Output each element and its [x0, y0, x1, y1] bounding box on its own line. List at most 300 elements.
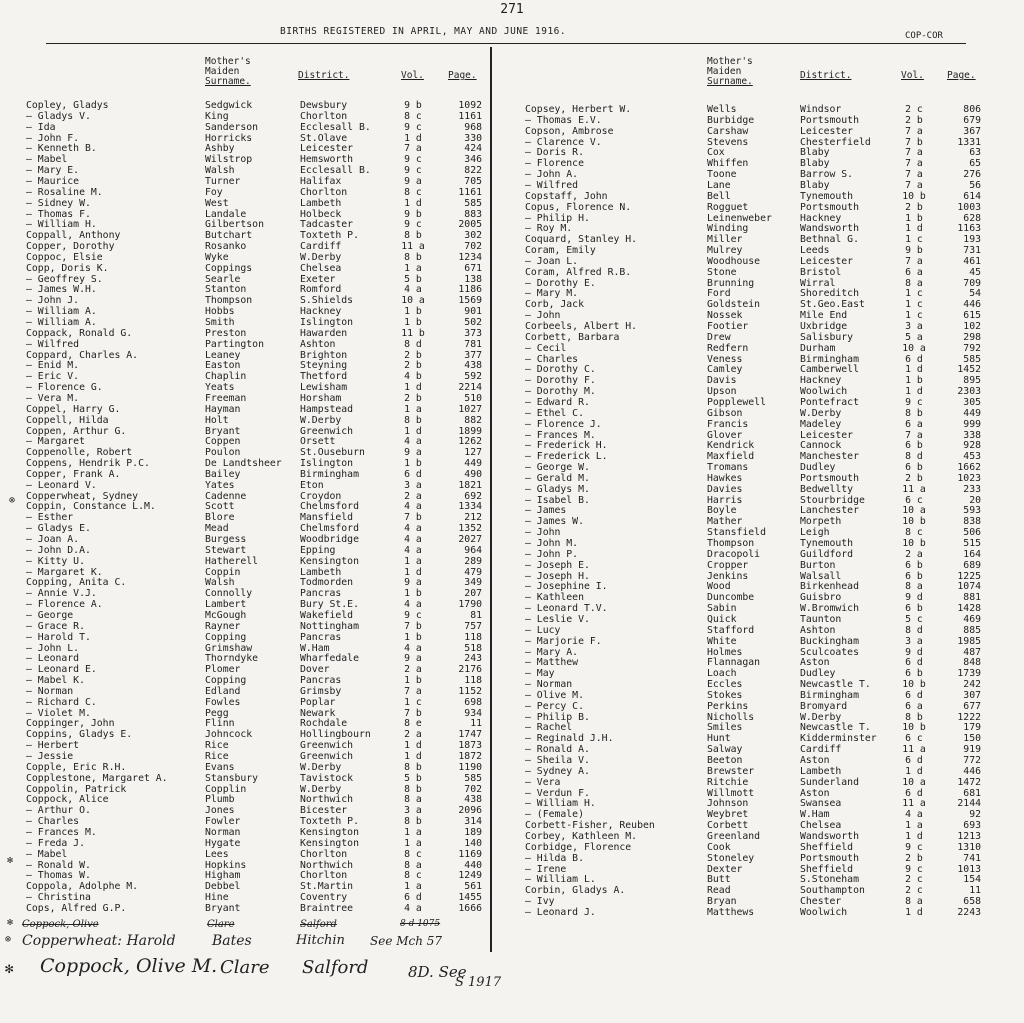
entry-mother: Brunning: [707, 277, 755, 289]
entry-name: Copus, Florence N.: [525, 201, 632, 213]
entry-page: 1899: [458, 425, 482, 437]
entry-name: — Mabel: [26, 154, 68, 166]
entry-page: 705: [464, 175, 482, 187]
entry-vol: 9 a: [404, 653, 422, 665]
entry-name: — Ethel C.: [525, 407, 584, 419]
entry-page: 1331: [957, 136, 981, 148]
entry-page: 593: [963, 505, 981, 517]
entry-district: Halifax: [300, 175, 342, 187]
entry-vol: 6 a: [905, 418, 923, 430]
entry-vol: 11 a: [401, 241, 425, 253]
entry-mother: Footier: [707, 321, 749, 332]
entry-page: 2027: [458, 534, 482, 545]
entry-name: Copple, Eric R.H.: [26, 761, 127, 773]
entry-vol: 2 c: [905, 874, 923, 886]
entry-page: 515: [963, 538, 981, 549]
entry-vol: 1 b: [404, 317, 422, 328]
entry-mother: Plumb: [205, 794, 235, 806]
entry-mother: Scott: [205, 501, 235, 513]
entry-name: — Isabel B.: [525, 494, 590, 506]
entry-vol: 5 c: [905, 613, 923, 625]
entry-mother: Matthews: [707, 906, 755, 918]
entry-vol: 7 b: [404, 512, 422, 524]
entry-name: — James: [525, 505, 567, 517]
entry-name: Coppins, Gladys E.: [26, 729, 133, 741]
entry-vol: 9 c: [905, 396, 923, 408]
entry-page: 671: [464, 262, 482, 274]
entry-name: Coram, Alfred R.B.: [525, 266, 632, 278]
range-code: COP-COR: [905, 31, 943, 41]
entry-vol: 9 d: [905, 646, 923, 658]
entry-mother: Stanton: [205, 284, 247, 296]
entry-page: 1092: [458, 100, 482, 111]
entry-vol: 8 b: [404, 761, 422, 773]
entry-district: Ashton: [800, 624, 836, 636]
entry-mother: Carshaw: [707, 125, 749, 137]
entry-page: 518: [464, 642, 482, 654]
entry-vol: 4 a: [404, 642, 422, 654]
entry-mother: Burgess: [205, 534, 247, 545]
entry-name: — Reginald J.H.: [525, 733, 614, 745]
entry-page: 189: [464, 826, 482, 838]
entry-mother: Easton: [205, 360, 241, 372]
entry-name: — May: [525, 668, 555, 680]
entry-name: — Hilda B.: [525, 852, 584, 864]
entry-district: Cardiff: [300, 241, 342, 253]
entry-page: 424: [464, 143, 482, 155]
entry-page: 1161: [458, 110, 482, 122]
entry-district: Northwich: [300, 859, 354, 871]
entry-mother: Flinn: [205, 718, 235, 730]
entry-mother: Fowles: [205, 696, 241, 708]
entry-name: — Mabel: [26, 848, 68, 860]
entry-name: Coppinger, John: [26, 718, 115, 730]
entry-page: 585: [963, 353, 981, 365]
entry-page: 1003: [957, 201, 981, 213]
entry-mother: Beeton: [707, 755, 743, 766]
header-maiden-line2: Maiden: [205, 66, 240, 77]
entry-page: 449: [464, 458, 482, 470]
entry-vol: 1 d: [404, 197, 422, 209]
entry-name: — Ivy: [525, 896, 555, 908]
entry-name: — Clarence V.: [525, 136, 602, 148]
entry-page: 881: [963, 592, 981, 604]
entry-vol: 10 a: [401, 295, 425, 307]
entry-district: W.Derby: [300, 761, 342, 773]
entry-mother: Lane: [707, 179, 731, 191]
entry-vol: 2 a: [404, 490, 422, 502]
entry-mother: Ritchie: [707, 776, 749, 788]
entry-district: Birmingham: [800, 353, 859, 365]
entry-name: — John: [525, 310, 561, 322]
hw1-district: Salford: [300, 919, 337, 930]
entry-mother: Kendrick: [707, 440, 755, 452]
entry-name: Coppard, Charles A.: [26, 349, 139, 361]
entry-mother: Read: [707, 885, 731, 897]
entry-mother: Bryan: [707, 896, 737, 908]
entry-name: — Joan A.: [26, 534, 80, 545]
entry-mother: Stoneley: [707, 852, 755, 864]
entry-page: 65: [969, 158, 981, 170]
entry-vol: 1 d: [905, 364, 923, 376]
entry-page: 487: [963, 646, 981, 658]
entry-page: 2243: [957, 906, 981, 918]
entry-mother: Quick: [707, 613, 737, 625]
entry-district: Chorlton: [300, 870, 348, 882]
left-header-district: District.: [298, 70, 350, 81]
entry-vol: 6 b: [905, 440, 923, 452]
entry-vol: 1 a: [404, 826, 422, 838]
entry-district: Wandsworth: [800, 223, 859, 235]
entry-mother: Thompson: [707, 538, 755, 549]
entry-district: Portsmouth: [800, 114, 859, 126]
hw3-name: Coppock, Olive M.: [40, 955, 218, 977]
entry-mother: Drew: [707, 331, 731, 343]
entry-page: 179: [963, 722, 981, 734]
entry-mother: Boyle: [707, 505, 737, 517]
entry-name: — Matthew: [525, 657, 579, 669]
entry-mother: Davis: [707, 375, 737, 387]
entry-name: — Annie V.J.: [26, 588, 97, 600]
entry-name: — Charles: [26, 816, 80, 828]
entry-page: 307: [963, 689, 981, 701]
entry-page: 305: [963, 396, 981, 408]
entry-name: — Dorothy E.: [525, 277, 596, 289]
entry-mother: Camley: [707, 364, 743, 376]
entry-district: Dover: [300, 664, 330, 676]
entry-page: 1666: [458, 902, 482, 914]
entry-page: 1163: [957, 223, 981, 235]
entry-district: Tynemouth: [800, 538, 854, 549]
entry-vol: 7 b: [404, 620, 422, 632]
entry-district: Guildford: [800, 548, 854, 560]
entry-name: — Marjorie F.: [525, 635, 602, 647]
entry-district: Sheffield: [800, 863, 854, 875]
right-header-maiden: [707, 57, 753, 87]
entry-vol: 8 c: [404, 186, 422, 198]
entry-vol: 1 b: [905, 212, 923, 224]
entry-vol: 7 a: [905, 429, 923, 441]
entry-page: 1222: [957, 711, 981, 723]
entry-mother: Sedgwick: [205, 100, 253, 111]
entry-name: — Doris R.: [525, 147, 584, 159]
entry-mother: Stone: [707, 266, 737, 278]
entry-vol: 1 c: [905, 288, 923, 300]
entry-vol: 9 a: [404, 577, 422, 589]
entry-mother: Hatherell: [205, 555, 259, 567]
entry-district: Leicester: [800, 255, 854, 267]
entry-name: — (Female): [525, 809, 584, 821]
entry-page: 792: [963, 342, 981, 354]
entry-mother: Cadenne: [205, 490, 247, 502]
page-title: BIRTHS REGISTERED IN APRIL, MAY AND JUNE 1916.: [280, 26, 567, 37]
entry-page: 298: [963, 331, 981, 343]
entry-vol: 6 b: [905, 570, 923, 582]
entry-page: 806: [963, 104, 981, 115]
entry-mother: Evans: [205, 761, 235, 773]
entry-vol: 7 b: [905, 136, 923, 148]
entry-vol: 9 d: [905, 592, 923, 604]
entry-district: Taunton: [800, 613, 842, 625]
entry-vol: 6 c: [905, 494, 923, 506]
entry-vol: 2 a: [404, 729, 422, 741]
entry-vol: 10 b: [902, 722, 926, 734]
entry-name: — Wilfred: [525, 179, 579, 191]
entry-name: — George: [26, 609, 74, 621]
entry-mother: Plomer: [205, 664, 241, 676]
entry-mother: Rosanko: [205, 241, 247, 253]
entry-district: Toxteth P.: [300, 230, 359, 242]
entry-page: 702: [464, 783, 482, 795]
entry-name: Copson, Ambrose: [525, 125, 614, 137]
entry-district: Blaby: [800, 147, 830, 159]
entry-district: Bury St.E.: [300, 599, 359, 611]
entry-district: Chester: [800, 896, 842, 908]
entry-vol: 7 a: [905, 125, 923, 137]
entry-name: — Margaret K.: [26, 566, 103, 578]
entry-page: 81: [470, 609, 482, 621]
entry-name: Copperwheat, Sydney: [26, 490, 139, 502]
entry-mother: Foy: [205, 186, 223, 198]
entry-name: Corbey, Kathleen M.: [525, 830, 638, 842]
entry-mother: Leinenweber: [707, 212, 772, 224]
entry-mother: Stansfield: [707, 527, 766, 539]
entry-mother: Walsh: [205, 577, 235, 589]
entry-name: — Kitty U.: [26, 555, 85, 567]
entry-page: 330: [464, 132, 482, 144]
entry-district: Chorlton: [300, 186, 348, 198]
entry-mother: Nicholls: [707, 711, 755, 723]
entry-page: 1169: [458, 848, 482, 860]
entry-mother: Connolly: [205, 588, 253, 600]
entry-vol: 1 d: [905, 906, 923, 918]
entry-page: 193: [963, 234, 981, 246]
entry-district: W.Derby: [300, 251, 342, 263]
entry-name: — Maurice: [26, 175, 80, 187]
entry-mother: Smith: [205, 317, 235, 328]
entry-vol: 9 b: [905, 245, 923, 257]
entry-district: Greenwich: [300, 425, 354, 437]
entry-mother: Wyke: [205, 251, 229, 263]
entry-mother: Pegg: [205, 707, 229, 719]
entry-vol: 7 a: [905, 169, 923, 181]
entry-name: — Leonard: [26, 653, 80, 665]
entry-name: — George W.: [525, 462, 590, 474]
entry-vol: 4 b: [404, 371, 422, 383]
entry-name: Coppola, Adolphe M.: [26, 881, 139, 893]
entry-page: 20: [969, 494, 981, 506]
entry-mother: Hunt: [707, 733, 731, 745]
entry-mother: Whiffen: [707, 158, 749, 170]
entry-name: — Herbert: [26, 740, 80, 752]
entry-page: 453: [963, 451, 981, 463]
entry-district: Tavistock: [300, 772, 354, 784]
entry-district: Chorlton: [300, 110, 348, 122]
entry-page: 681: [963, 787, 981, 799]
entry-page: 314: [464, 816, 482, 828]
entry-district: W.Derby: [800, 711, 842, 723]
entry-mother: Stevens: [707, 136, 749, 148]
entry-page: 510: [464, 392, 482, 404]
entry-district: Durham: [800, 342, 836, 354]
entry-district: Northwich: [300, 794, 354, 806]
entry-page: 302: [464, 230, 482, 242]
entry-district: Tadcaster: [300, 219, 354, 231]
entry-district: Portsmouth: [800, 472, 859, 484]
entry-vol: 6 b: [905, 559, 923, 571]
entry-mother: Debbel: [205, 881, 241, 893]
entry-mother: Bryant: [205, 425, 241, 437]
entry-vol: 7 b: [404, 707, 422, 719]
entry-district: Chelsea: [800, 820, 842, 832]
entry-page: 968: [464, 121, 482, 133]
entry-vol: 6 a: [905, 700, 923, 712]
entry-vol: 5 b: [404, 772, 422, 784]
entry-page: 2176: [458, 664, 482, 676]
entry-page: 102: [963, 321, 981, 332]
entry-page: 702: [464, 241, 482, 253]
entry-district: St.Martin: [300, 881, 354, 893]
entry-vol: 9 c: [404, 219, 422, 231]
entry-mother: Freeman: [205, 392, 247, 404]
entry-mother: Jones: [205, 805, 235, 817]
entry-district: Bristol: [800, 266, 842, 278]
entry-mother: Burbidge: [707, 114, 755, 126]
entry-district: W.Derby: [300, 783, 342, 795]
entry-mother: Fowler: [205, 816, 241, 828]
entry-name: Copsey, Herbert W.: [525, 104, 632, 115]
entry-mother: Mulrey: [707, 245, 743, 257]
entry-name: — Florence J.: [525, 418, 602, 430]
entry-vol: 1 a: [404, 403, 422, 415]
entry-page: 140: [464, 837, 482, 849]
entry-vol: 1 d: [905, 223, 923, 235]
entry-page: 698: [464, 696, 482, 708]
entry-mother: Ashby: [205, 143, 235, 155]
entry-district: Pancras: [300, 588, 342, 600]
entry-mother: Glover: [707, 429, 743, 441]
entry-district: Hawarden: [300, 327, 348, 339]
entry-page: 127: [464, 447, 482, 459]
entry-name: — Olive M.: [525, 689, 584, 701]
entry-district: Sheffield: [800, 841, 854, 853]
entry-vol: 8 b: [404, 816, 422, 828]
entry-district: Croydon: [300, 490, 342, 502]
entry-district: Chelmsford: [300, 523, 359, 535]
entry-district: Windsor: [800, 104, 842, 115]
entry-mother: De Landtsheer: [205, 458, 282, 470]
entry-district: Bromyard: [800, 700, 848, 712]
entry-vol: 9 c: [404, 609, 422, 621]
entry-district: St.Olave: [300, 132, 348, 144]
entry-vol: 9 c: [905, 841, 923, 853]
entry-mother: Gilbertson: [205, 219, 264, 231]
entry-page: 150: [963, 733, 981, 745]
entry-vol: 1 a: [905, 820, 923, 832]
entry-page: 2214: [458, 382, 482, 394]
entry-district: Mansfield: [300, 512, 354, 524]
entry-district: Birmingham: [300, 468, 359, 480]
entry-vol: 7 a: [905, 255, 923, 267]
entry-page: 212: [464, 512, 482, 524]
entry-mother: Holt: [205, 414, 229, 426]
entry-district: Pancras: [300, 631, 342, 643]
entry-district: Leeds: [800, 245, 830, 257]
entry-name: — Ronald A.: [525, 744, 590, 756]
entry-page: 1872: [458, 751, 482, 762]
entry-page: 138: [464, 273, 482, 285]
entry-name: — Irene: [525, 863, 567, 875]
entry-vol: 8 a: [905, 277, 923, 289]
entry-vol: 3 a: [905, 635, 923, 647]
entry-mother: Hobbs: [205, 306, 235, 318]
entry-district: Aston: [800, 657, 830, 669]
entry-district: Brighton: [300, 349, 348, 361]
entry-mother: Copplin: [205, 783, 247, 795]
entry-page: 2096: [458, 805, 482, 817]
entry-district: Madeley: [800, 418, 842, 430]
entry-district: St.Ouseburn: [300, 447, 365, 459]
entry-name: Coppall, Anthony: [26, 230, 121, 242]
entry-name: — Leonard T.V.: [525, 603, 608, 615]
entry-mother: Stokes: [707, 689, 743, 701]
entry-name: Coppel, Harry G.: [26, 403, 121, 415]
entry-vol: 1 a: [404, 837, 422, 849]
entry-vol: 5 a: [905, 331, 923, 343]
entry-name: — Thomas W.: [26, 870, 91, 882]
entry-vol: 1 d: [905, 830, 923, 842]
entry-mother: Francis: [707, 418, 749, 430]
entry-mother: Eccles: [707, 679, 743, 691]
entry-name: — Norman: [26, 685, 74, 697]
entry-vol: 4 a: [404, 523, 422, 535]
entry-name: — Verdun F.: [525, 787, 590, 799]
entry-page: 1023: [957, 472, 981, 484]
entry-name: Coppin, Constance L.M.: [26, 501, 156, 513]
entry-district: Lanchester: [800, 505, 859, 517]
entry-mother: Johnson: [707, 798, 749, 810]
entry-mother: Chaplin: [205, 371, 247, 383]
entry-district: Walsall: [800, 570, 842, 582]
entry-vol: 1 a: [404, 262, 422, 274]
entry-name: — Ronald W.: [26, 859, 91, 871]
entry-page: 54: [969, 288, 981, 300]
entry-mother: Coppin: [205, 566, 241, 578]
entry-name: Coppock, Alice: [26, 794, 109, 806]
entry-page: 233: [963, 483, 981, 495]
entry-page: 1662: [957, 462, 981, 474]
entry-vol: 2 c: [905, 104, 923, 115]
entry-district: Wakefield: [300, 609, 354, 621]
entry-vol: 10 b: [902, 516, 926, 528]
entry-vol: 1 b: [404, 458, 422, 470]
entry-district: Dudley: [800, 668, 836, 680]
entry-mother: Davies: [707, 483, 743, 495]
entry-vol: 7 a: [905, 158, 923, 170]
entry-page: 1452: [957, 364, 981, 376]
entry-district: Dudley: [800, 462, 836, 474]
entry-mother: Johncock: [205, 729, 253, 741]
entry-page: 883: [464, 208, 482, 220]
entry-name: Corbeels, Albert H.: [525, 321, 638, 332]
entry-vol: 8 e: [404, 718, 422, 730]
entry-vol: 2 b: [905, 852, 923, 864]
entry-vol: 6 d: [905, 755, 923, 766]
entry-mother: Hygate: [205, 837, 241, 849]
entry-district: Poplar: [300, 696, 336, 708]
entry-mother: Winding: [707, 223, 749, 235]
entry-name: Copp, Doris K.: [26, 262, 109, 274]
